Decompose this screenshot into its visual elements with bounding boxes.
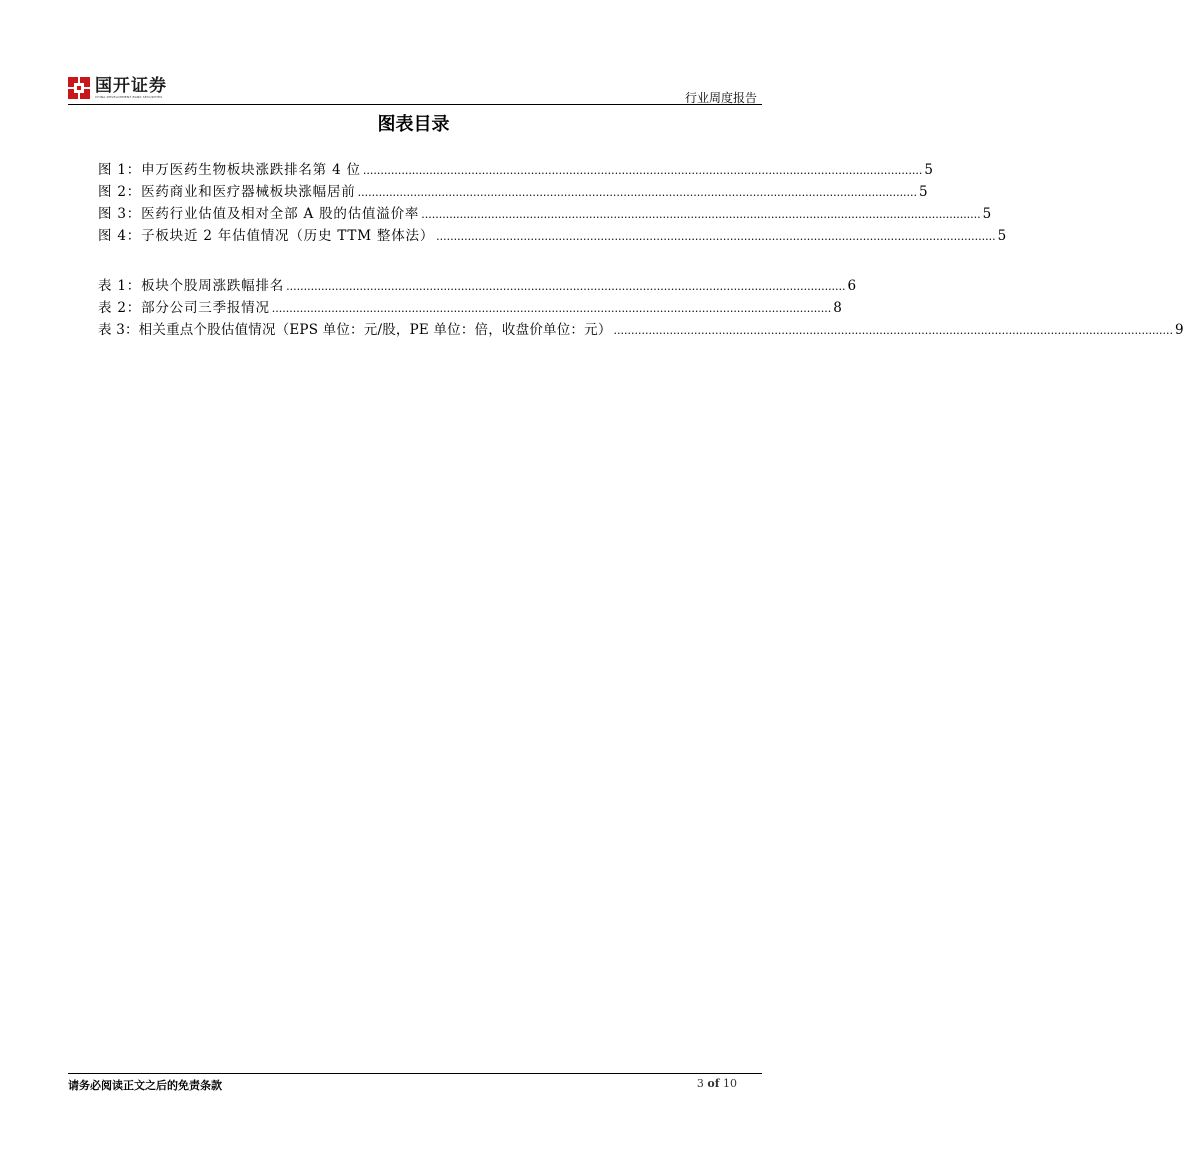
footer-divider (68, 1073, 762, 1074)
toc-figures-list (98, 159, 1007, 247)
leader-dots: ................................................................................................................................................................ (613, 324, 1173, 337)
toc-entry-page: 5 (919, 184, 928, 200)
leader-dots: ................................................................................................................................................................ (421, 208, 981, 221)
toc-entry-figure-4[interactable] (98, 225, 1007, 247)
toc-entry-table-1[interactable] (98, 275, 857, 297)
toc-entry-label: 表 3：相关重点个股估值情况（EPS 单位：元/股，PE 单位：倍，收盘价单位：元） (98, 322, 612, 338)
toc-entry-figure-2[interactable] (98, 181, 928, 203)
toc-entry-figure-3[interactable] (98, 203, 992, 225)
page-number (697, 1077, 737, 1090)
toc-entry-page: 5 (924, 162, 933, 178)
toc-entry-page: 6 (847, 278, 857, 294)
toc-entry-page: 9 (1175, 322, 1184, 338)
toc-entry-table-3[interactable] (98, 319, 1184, 341)
page-of: of (707, 1077, 720, 1090)
leader-dots: ................................................................................................................................................................ (271, 302, 832, 315)
toc-entry-label: 图 4：子板块近 2 年估值情况（历史 TTM 整体法） (98, 228, 435, 244)
toc-entry-page: 5 (997, 228, 1007, 244)
footer-disclaimer: 请务必阅读正文之后的免责条款 (68, 1079, 222, 1092)
toc-entry-label: 表 1：板块个股周涨跌幅排名 (98, 278, 285, 294)
leader-dots: ................................................................................................................................................................ (362, 164, 923, 177)
toc-tables-list (98, 275, 1184, 341)
toc-entry-figure-1[interactable] (98, 159, 933, 181)
logo-name: 国开证券 (95, 75, 167, 96)
company-logo (68, 76, 167, 100)
leader-dots: ................................................................................................................................................................ (357, 186, 918, 199)
toc-entry-label: 表 2：部分公司三季报情况 (98, 300, 270, 316)
page-current: 3 (696, 1077, 704, 1090)
logo-subtitle: CHINA DEVELOPMENT BANK SECURITIES (95, 94, 163, 99)
toc-entry-page: 8 (833, 300, 842, 316)
logo-mark-icon (68, 77, 90, 99)
leader-dots: ................................................................................................................................................................ (436, 230, 996, 243)
toc-title: 图表目录 (377, 114, 450, 135)
report-type: 行业周度报告 (684, 91, 757, 105)
page-total: 10 (723, 1077, 737, 1090)
toc-entry-label: 图 1：申万医药生物板块涨跌排名第 4 位 (98, 162, 361, 178)
toc-entry-label: 图 3：医药行业估值及相对全部 A 股的估值溢价率 (98, 206, 420, 222)
header-divider (68, 104, 762, 105)
toc-entry-label: 图 2：医药商业和医疗器械板块涨幅居前 (98, 184, 356, 200)
toc-entry-table-2[interactable] (98, 297, 842, 319)
leader-dots: ................................................................................................................................................................ (286, 280, 846, 293)
toc-entry-page: 5 (982, 206, 992, 222)
